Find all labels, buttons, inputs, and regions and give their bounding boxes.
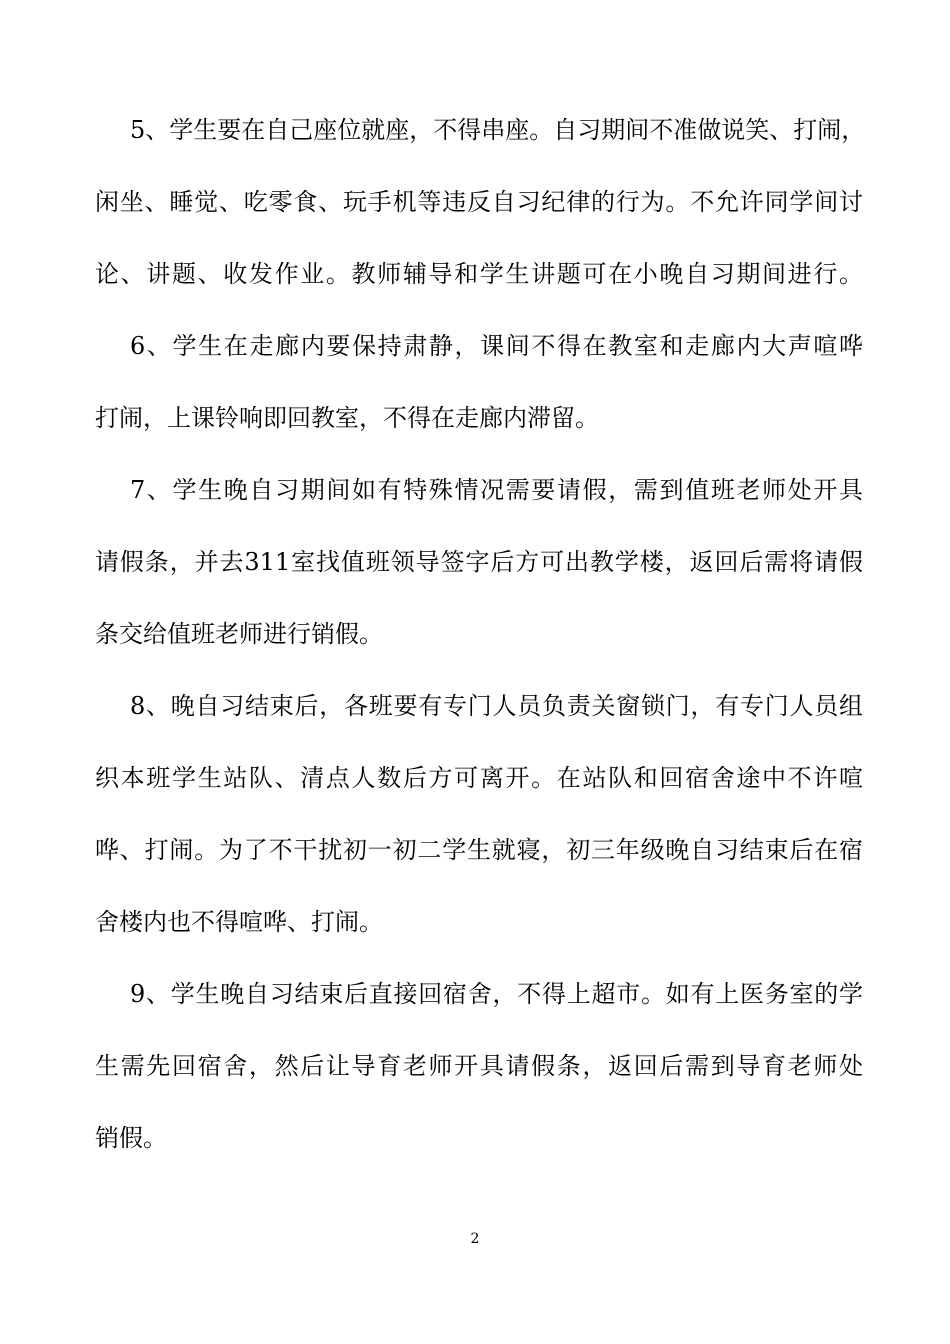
paragraph-9-line-2: 生需先回宿舍，然后让导育老师开具请假条，返回后需到导育老师处 (95, 1052, 863, 1080)
paragraph-9-line-3: 销假。 (95, 1124, 167, 1152)
paragraph-8-line-4: 舍楼内也不得喧哗、打闹。 (95, 908, 383, 936)
paragraph-7-line-2: 请假条，并去311室找值班领导签字后方可出教学楼，返回后需将请假 (95, 548, 863, 576)
page-number: 2 (470, 1231, 480, 1247)
paragraph-5-line-2: 闲坐、睡觉、吃零食、玩手机等违反自习纪律的行为。不允许同学间讨 (95, 188, 863, 216)
paragraph-5-line-3: 论、讲题、收发作业。教师辅导和学生讲题可在小晚自习期间进行。 (95, 260, 863, 288)
paragraph-9-line-1: 9、学生晚自习结束后直接回宿舍，不得上超市。如有上医务室的学 (130, 980, 863, 1008)
paragraph-8-line-3: 哗、打闹。为了不干扰初一初二学生就寝，初三年级晚自习结束后在宿 (95, 836, 863, 864)
paragraph-8-line-2: 织本班学生站队、清点人数后方可离开。在站队和回宿舍途中不许喧 (95, 764, 863, 792)
paragraph-6-line-2: 打闹，上课铃响即回教室，不得在走廊内滞留。 (95, 404, 599, 432)
paragraph-6-line-1: 6、学生在走廊内要保持肃静，课间不得在教室和走廊内大声喧哗 (130, 332, 863, 360)
paragraph-7-line-3: 条交给值班老师进行销假。 (95, 620, 383, 648)
paragraph-8-line-1: 8、晚自习结束后，各班要有专门人员负责关窗锁门，有专门人员组 (130, 692, 863, 720)
paragraph-5-line-1: 5、学生要在自己座位就座，不得串座。自习期间不准做说笑、打闹， (130, 116, 866, 144)
paragraph-7-line-1: 7、学生晚自习期间如有特殊情况需要请假，需到值班老师处开具 (130, 476, 863, 504)
